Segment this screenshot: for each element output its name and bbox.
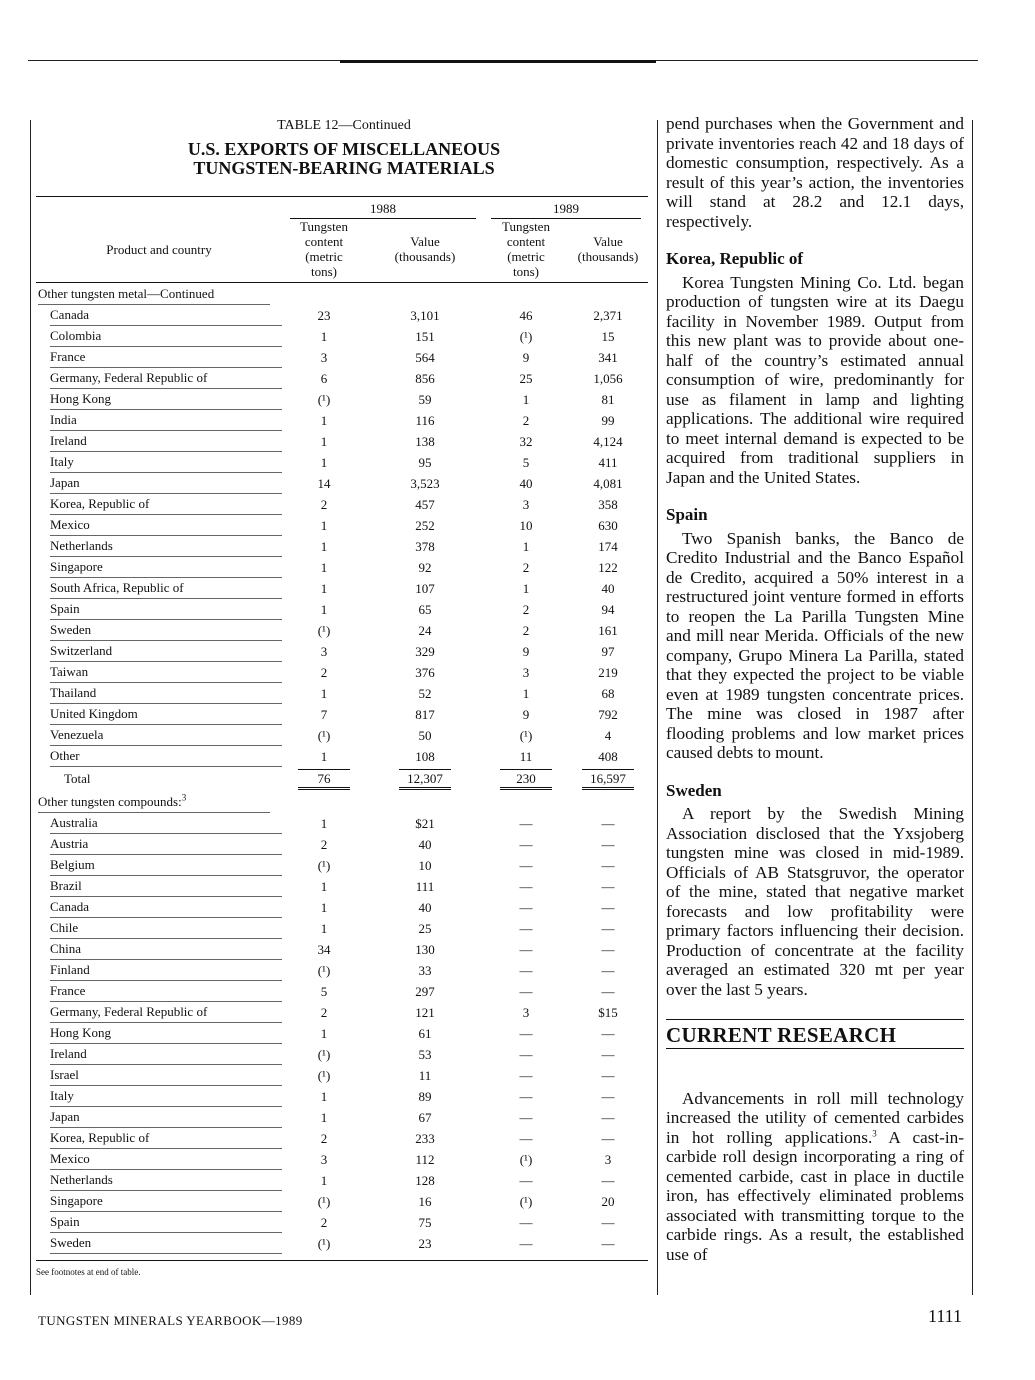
country-cell: India: [36, 410, 282, 431]
table-footnote: See footnotes at end of table.: [36, 1267, 141, 1277]
table-row: [36, 1065, 648, 1086]
content-1988-cell: (¹): [317, 1194, 331, 1209]
table-row: [36, 683, 648, 704]
content-1988-cell: 34: [317, 942, 331, 957]
content-1989-cell: 5: [522, 455, 530, 470]
value-1989-cell: 630: [598, 518, 618, 533]
country-cell: Australia: [36, 813, 282, 834]
value-1988-cell: 3,523: [410, 476, 440, 491]
value-1989-cell: 358: [598, 497, 618, 512]
content-1988-cell: 1: [320, 602, 328, 617]
value-1988-cell: 16: [418, 1194, 432, 1209]
table-row: [36, 918, 648, 939]
value-1988-cell: 376: [415, 665, 435, 680]
value-1989-cell: 94: [601, 602, 615, 617]
research-paragraph: Advancements in roll mill technology increased the utility of cemented carbides in hot rolling applications.$^3$ A cast-in-carbide roll design incorporating a ring of cemented carbide, cast in place in ductile iron, has effectively eliminated problems associated with transmitting torque to the carbide rings. As a result, the established use of: [666, 1088, 964, 1264]
country-cell: France: [36, 981, 282, 1002]
value-1988-cell: 53: [418, 1047, 432, 1062]
table-row: [36, 1044, 648, 1065]
value-1989-cell: 20: [601, 1194, 615, 1209]
content-1988-cell: (¹): [317, 392, 331, 407]
table-row: [36, 1233, 648, 1254]
country-cell: Ireland: [36, 1044, 282, 1065]
table-row: [36, 939, 648, 960]
value-1989-cell: —: [601, 879, 615, 894]
content-1989-cell: 2: [522, 623, 530, 638]
table-year-header: [36, 197, 648, 220]
table-row: [36, 515, 648, 536]
sweden-paragraph: A report by the Swedish Mining Association disclosed that the Yxsjoberg tungsten mine was closed in mid-1989. Officials of AB Statsgruvor, the operator of the mine, stated that negative market forecasts and low profitability were primary factors influencing their decision. Production of concentrate at the facility averaged an estimated 320 mt per year over the last 5 years.: [666, 804, 964, 999]
country-cell: Brazil: [36, 876, 282, 897]
value-1988-cell: 40: [418, 837, 432, 852]
content-1989-cell: 1: [522, 686, 530, 701]
country-cell: Netherlands: [36, 536, 282, 557]
content-1989-cell: 10: [519, 518, 533, 533]
left-column-rule: [30, 120, 31, 1295]
col-value-1988: Value (thousands): [366, 219, 484, 283]
value-1988-cell: $21: [415, 816, 435, 831]
country-cell: United Kingdom: [36, 704, 282, 725]
country-cell: China: [36, 939, 282, 960]
content-1989-cell: 2: [522, 602, 530, 617]
value-1989-cell: 4,124: [593, 434, 623, 449]
country-cell: Italy: [36, 1086, 282, 1107]
country-cell: Canada: [36, 305, 282, 326]
table-row: [36, 599, 648, 620]
table-row: [36, 431, 648, 452]
value-1988-cell: 116: [415, 413, 435, 428]
value-1989-cell: —: [601, 858, 615, 873]
table-row: [36, 473, 648, 494]
content-1988-cell: 1: [320, 1173, 328, 1188]
content-1989-cell: —: [519, 1236, 533, 1251]
footer-publication: TUNGSTEN MINERALS YEARBOOK—1989: [38, 1313, 303, 1328]
table-row: [36, 960, 648, 981]
content-1989-cell: —: [519, 858, 533, 873]
table-row: [36, 813, 648, 834]
value-1989-cell: —: [601, 984, 615, 999]
content-1989-cell: 9: [522, 707, 530, 722]
table-row: [36, 704, 648, 725]
value-1989-cell: 792: [598, 707, 618, 722]
content-1989-cell: 3: [522, 665, 530, 680]
table-row: [36, 1212, 648, 1233]
country-cell: Spain: [36, 599, 282, 620]
exports-table: [36, 196, 648, 1254]
table-body-compounds: [36, 791, 648, 1254]
content-1989-cell: (¹): [519, 1152, 533, 1167]
value-1988-cell: 107: [415, 581, 435, 596]
value-1989-cell: —: [601, 1068, 615, 1083]
country-cell: Singapore: [36, 557, 282, 578]
content-1988-cell: 1: [320, 749, 328, 764]
value-1988-cell: 67: [418, 1110, 432, 1125]
content-1989-cell: —: [519, 816, 533, 831]
country-cell: France: [36, 347, 282, 368]
content-1988-cell: 2: [320, 1215, 328, 1230]
value-1988-cell: 233: [415, 1131, 435, 1146]
content-1988-cell: 2: [320, 1131, 328, 1146]
content-1989-cell: 1: [522, 392, 530, 407]
value-1988-cell: 130: [415, 942, 435, 957]
table-row: [36, 662, 648, 683]
table-row: [36, 725, 648, 746]
value-1989-cell: —: [601, 837, 615, 852]
table-row: [36, 1191, 648, 1212]
value-1988-cell: 151: [415, 329, 435, 344]
content-1988-cell: 1: [320, 1110, 328, 1125]
value-1989-cell: 40: [601, 581, 615, 596]
value-1989-cell: —: [601, 942, 615, 957]
table-row: [36, 1023, 648, 1044]
value-1988-cell: 564: [415, 350, 435, 365]
value-1988-cell: 11: [418, 1068, 432, 1083]
content-1989-cell: 2: [522, 560, 530, 575]
value-1989-cell: 4,081: [593, 476, 623, 491]
year-1988: 1988: [290, 201, 476, 219]
content-1988-cell: (¹): [317, 1068, 331, 1083]
table-row: [36, 347, 648, 368]
value-1988-cell: 856: [415, 371, 435, 386]
value-1989-cell: 122: [598, 560, 618, 575]
value-1989-cell: —: [601, 1215, 615, 1230]
table-title: U.S. EXPORTS OF MISCELLANEOUS TUNGSTEN-BEARING MATERIALS: [187, 139, 501, 178]
content-1989-cell: —: [519, 837, 533, 852]
content-1988-cell: (¹): [317, 623, 331, 638]
table-row: [36, 1002, 648, 1023]
value-1989-cell: 99: [601, 413, 615, 428]
value-1988-cell: 378: [415, 539, 435, 554]
country-cell: Sweden: [36, 1233, 282, 1254]
content-1989-cell: —: [519, 942, 533, 957]
value-1989-cell: —: [601, 816, 615, 831]
table-bottom-rule: [36, 1260, 648, 1261]
country-cell: Korea, Republic of: [36, 1128, 282, 1149]
content-1989-cell: 40: [519, 476, 533, 491]
content-1988-cell: (¹): [317, 728, 331, 743]
country-cell: Japan: [36, 1107, 282, 1128]
table-row: [36, 876, 648, 897]
value-1988-cell: 138: [415, 434, 435, 449]
content-1988-cell: 14: [317, 476, 331, 491]
value-1988-cell: 457: [415, 497, 435, 512]
content-1989-cell: 2: [522, 413, 530, 428]
country-cell: Korea, Republic of: [36, 494, 282, 515]
sweden-heading: Sweden: [666, 780, 722, 800]
value-1989-cell: 161: [598, 623, 618, 638]
table-row: [36, 368, 648, 389]
content-1988-cell: 1: [320, 1089, 328, 1104]
value-1989-cell: 2,371: [593, 308, 623, 323]
content-1988-cell: (¹): [317, 963, 331, 978]
value-1989-cell: 15: [601, 329, 615, 344]
content-1988-cell: 1: [320, 539, 328, 554]
value-1989-cell: —: [601, 900, 615, 915]
content-1989-cell: 9: [522, 350, 530, 365]
content-1988-cell: 2: [320, 665, 328, 680]
table-caption: TABLE 12—Continued: [277, 118, 411, 133]
content-1989-cell: 3: [522, 1005, 530, 1020]
value-1988-cell: 10: [418, 858, 432, 873]
value-1988-cell: 252: [415, 518, 435, 533]
content-1989-cell: —: [519, 921, 533, 936]
content-1989-cell: —: [519, 1026, 533, 1041]
content-1989-cell: —: [519, 1047, 533, 1062]
value-1989-cell: —: [601, 921, 615, 936]
country-cell: Singapore: [36, 1191, 282, 1212]
value-1989-cell: 68: [601, 686, 615, 701]
content-1989-cell: —: [519, 1068, 533, 1083]
country-cell: Germany, Federal Republic of: [36, 1002, 282, 1023]
table-row: [36, 305, 648, 326]
value-1989-cell: 408: [598, 749, 618, 764]
country-cell: Switzerland: [36, 641, 282, 662]
top-rule-bold: [340, 60, 656, 63]
table-row: [36, 1170, 648, 1191]
korea-heading: Korea, Republic of: [666, 249, 804, 268]
content-1988-cell: (¹): [317, 1236, 331, 1251]
country-cell: Hong Kong: [36, 1023, 282, 1044]
value-1988-cell: 817: [415, 707, 435, 722]
spain-paragraph: Two Spanish banks, the Banco de Credito Industrial and the Banco Español de Credito, acquired a 50% interest in a restructured joint venture formed in efforts to reopen the La Parilla Tungsten Mine and mill near Merida. Officials of the new company, Grupo Minera La Parilla, stated that they expected the project to be viable even at 1989 tungsten concentrate prices. The mine was closed in 1987 after flooding problems and low market prices caused debts to mount.: [666, 528, 964, 762]
table-row: [36, 746, 648, 767]
content-1989-cell: (¹): [519, 1194, 533, 1209]
country-cell: Finland: [36, 960, 282, 981]
country-cell: Sweden: [36, 620, 282, 641]
col-tungsten-content-1989: Tungsten content (metric tons): [484, 219, 568, 283]
content-1988-cell: 1: [320, 879, 328, 894]
section-header-compounds: Other tungsten compounds:$^3$: [36, 791, 648, 813]
table-row: [36, 897, 648, 918]
table-row: [36, 1107, 648, 1128]
content-1988-cell: 6: [320, 371, 328, 386]
content-1988-cell: 1: [320, 413, 328, 428]
country-cell: Italy: [36, 452, 282, 473]
value-1989-cell: —: [601, 1047, 615, 1062]
content-1988-cell: 2: [320, 1005, 328, 1020]
table-row: [36, 410, 648, 431]
content-1989-cell: —: [519, 1089, 533, 1104]
country-cell: Venezuela: [36, 725, 282, 746]
content-1988-cell: 1: [320, 1026, 328, 1041]
value-1989-cell: —: [601, 1026, 615, 1041]
content-1989-cell: 32: [519, 434, 533, 449]
content-1988-cell: 5: [320, 984, 328, 999]
country-cell: Ireland: [36, 431, 282, 452]
country-cell: Japan: [36, 473, 282, 494]
value-1988-cell: 3,101: [410, 308, 440, 323]
country-cell: Thailand: [36, 683, 282, 704]
content-1989-cell: (¹): [519, 329, 533, 344]
value-1988-cell: 128: [415, 1173, 435, 1188]
content-1988-cell: 1: [320, 329, 328, 344]
total-row: Total 76 12,307 230 16,597: [36, 767, 648, 791]
country-cell: Taiwan: [36, 662, 282, 683]
country-cell: Spain: [36, 1212, 282, 1233]
value-1989-cell: —: [601, 1131, 615, 1146]
col-value-1989: Value (thousands): [568, 219, 648, 283]
content-1988-cell: 1: [320, 816, 328, 831]
value-1989-cell: 411: [598, 455, 618, 470]
content-1989-cell: (¹): [519, 728, 533, 743]
research-top-rule: [666, 1019, 964, 1020]
value-1989-cell: —: [601, 963, 615, 978]
value-1988-cell: 24: [418, 623, 432, 638]
page-number: 1111: [928, 1306, 962, 1326]
value-1989-cell: 341: [598, 350, 618, 365]
content-1988-cell: 1: [320, 581, 328, 596]
table-row: [36, 389, 648, 410]
value-1988-cell: 75: [418, 1215, 432, 1230]
value-1989-cell: 3: [604, 1152, 612, 1167]
value-1988-cell: 40: [418, 900, 432, 915]
table-row: [36, 1149, 648, 1170]
value-1989-cell: 219: [598, 665, 618, 680]
table-body-metal: [36, 283, 648, 768]
country-cell: Netherlands: [36, 1170, 282, 1191]
spain-heading: Spain: [666, 505, 708, 524]
research-bottom-rule: [666, 1048, 964, 1049]
col-product-country: Product and country: [36, 219, 282, 283]
table-row: [36, 494, 648, 515]
content-1989-cell: 11: [519, 749, 533, 764]
value-1988-cell: 50: [418, 728, 432, 743]
content-1989-cell: —: [519, 1131, 533, 1146]
right-column-rule: [972, 120, 973, 1295]
value-1988-cell: 33: [418, 963, 432, 978]
content-1989-cell: 3: [522, 497, 530, 512]
value-1988-cell: 23: [418, 1236, 432, 1251]
content-1989-cell: 1: [522, 539, 530, 554]
table-row: [36, 620, 648, 641]
intro-paragraph: pend purchases when the Government and private inventories reach 42 and 18 days of domestic consumption, respectively. As a result of this year’s action, the inventories will stand at 28.2 and 12.1 days, respectively.: [666, 114, 964, 231]
content-1989-cell: 9: [522, 644, 530, 659]
country-cell: Canada: [36, 897, 282, 918]
value-1989-cell: —: [601, 1236, 615, 1251]
content-1988-cell: 23: [317, 308, 331, 323]
table-row: [36, 578, 648, 599]
value-1989-cell: 4: [604, 728, 612, 743]
content-1988-cell: 1: [320, 900, 328, 915]
table-row: [36, 1128, 648, 1149]
country-cell: Mexico: [36, 515, 282, 536]
content-1988-cell: (¹): [317, 1047, 331, 1062]
value-1988-cell: 61: [418, 1026, 432, 1041]
country-cell: Mexico: [36, 1149, 282, 1170]
country-cell: Colombia: [36, 326, 282, 347]
country-cell: Other: [36, 746, 282, 767]
content-1989-cell: —: [519, 984, 533, 999]
table-row: [36, 855, 648, 876]
table-row: [36, 641, 648, 662]
table-row: [36, 536, 648, 557]
table-row: [36, 557, 648, 578]
value-1988-cell: 52: [418, 686, 432, 701]
content-1988-cell: 2: [320, 837, 328, 852]
exports-table-block: [36, 110, 652, 1277]
value-1988-cell: 59: [418, 392, 432, 407]
content-1988-cell: (¹): [317, 858, 331, 873]
table-row: [36, 452, 648, 473]
value-1989-cell: —: [601, 1110, 615, 1125]
research-heading: CURRENT RESEARCH: [666, 1023, 897, 1047]
value-1988-cell: 329: [415, 644, 435, 659]
value-1989-cell: —: [601, 1089, 615, 1104]
table-total: [36, 767, 648, 791]
content-1988-cell: 1: [320, 518, 328, 533]
content-1988-cell: 1: [320, 434, 328, 449]
content-1988-cell: 3: [320, 644, 328, 659]
content-1989-cell: —: [519, 1173, 533, 1188]
content-1988-cell: 7: [320, 707, 328, 722]
value-1988-cell: 89: [418, 1089, 432, 1104]
value-1988-cell: 65: [418, 602, 432, 617]
korea-paragraph: Korea Tungsten Mining Co. Ltd. began production of tungsten wire at its Daegu facility in November 1989. Output from this new plant was to provide about one-half of the country’s estimated annual consumption of wire, predominantly for use as filament in lamp and lighting applications. The additional wire required to meet internal demand is expected to be acquired from traditional suppliers in Japan and the United States.: [666, 272, 964, 487]
content-1988-cell: 2: [320, 497, 328, 512]
section-header-metal: Other tungsten metal—Continued: [36, 283, 648, 306]
value-1988-cell: 121: [415, 1005, 435, 1020]
value-1988-cell: 112: [415, 1152, 435, 1167]
content-1988-cell: 1: [320, 455, 328, 470]
col-tungsten-content-1988: Tungsten content (metric tons): [282, 219, 366, 283]
value-1989-cell: 97: [601, 644, 615, 659]
country-cell: Israel: [36, 1065, 282, 1086]
table-row: [36, 326, 648, 347]
content-1989-cell: 25: [519, 371, 533, 386]
table-row: [36, 981, 648, 1002]
value-1989-cell: —: [601, 1173, 615, 1188]
country-cell: Austria: [36, 834, 282, 855]
content-1989-cell: 1: [522, 581, 530, 596]
country-cell: Hong Kong: [36, 389, 282, 410]
table-row: [36, 1086, 648, 1107]
value-1988-cell: 108: [415, 749, 435, 764]
value-1989-cell: 81: [601, 392, 615, 407]
country-cell: Germany, Federal Republic of: [36, 368, 282, 389]
value-1989-cell: $15: [598, 1005, 618, 1020]
content-1988-cell: 3: [320, 350, 328, 365]
value-1988-cell: 297: [415, 984, 435, 999]
year-1989: 1989: [491, 201, 642, 219]
table-row: [36, 834, 648, 855]
value-1989-cell: 174: [598, 539, 618, 554]
country-cell: Belgium: [36, 855, 282, 876]
content-1988-cell: 1: [320, 560, 328, 575]
value-1989-cell: 1,056: [593, 371, 623, 386]
content-1989-cell: —: [519, 1110, 533, 1125]
content-1989-cell: —: [519, 879, 533, 894]
text-column: [666, 114, 964, 1264]
content-1988-cell: 3: [320, 1152, 328, 1167]
content-1989-cell: —: [519, 963, 533, 978]
value-1988-cell: 95: [418, 455, 432, 470]
country-cell: Chile: [36, 918, 282, 939]
content-1989-cell: —: [519, 900, 533, 915]
content-1989-cell: 46: [519, 308, 533, 323]
column-divider-rule: [657, 120, 658, 1295]
content-1988-cell: 1: [320, 921, 328, 936]
value-1988-cell: 111: [415, 879, 435, 894]
content-1989-cell: —: [519, 1215, 533, 1230]
value-1988-cell: 25: [418, 921, 432, 936]
table-column-header: [36, 219, 648, 283]
country-cell: South Africa, Republic of: [36, 578, 282, 599]
value-1988-cell: 92: [418, 560, 432, 575]
content-1988-cell: 1: [320, 686, 328, 701]
